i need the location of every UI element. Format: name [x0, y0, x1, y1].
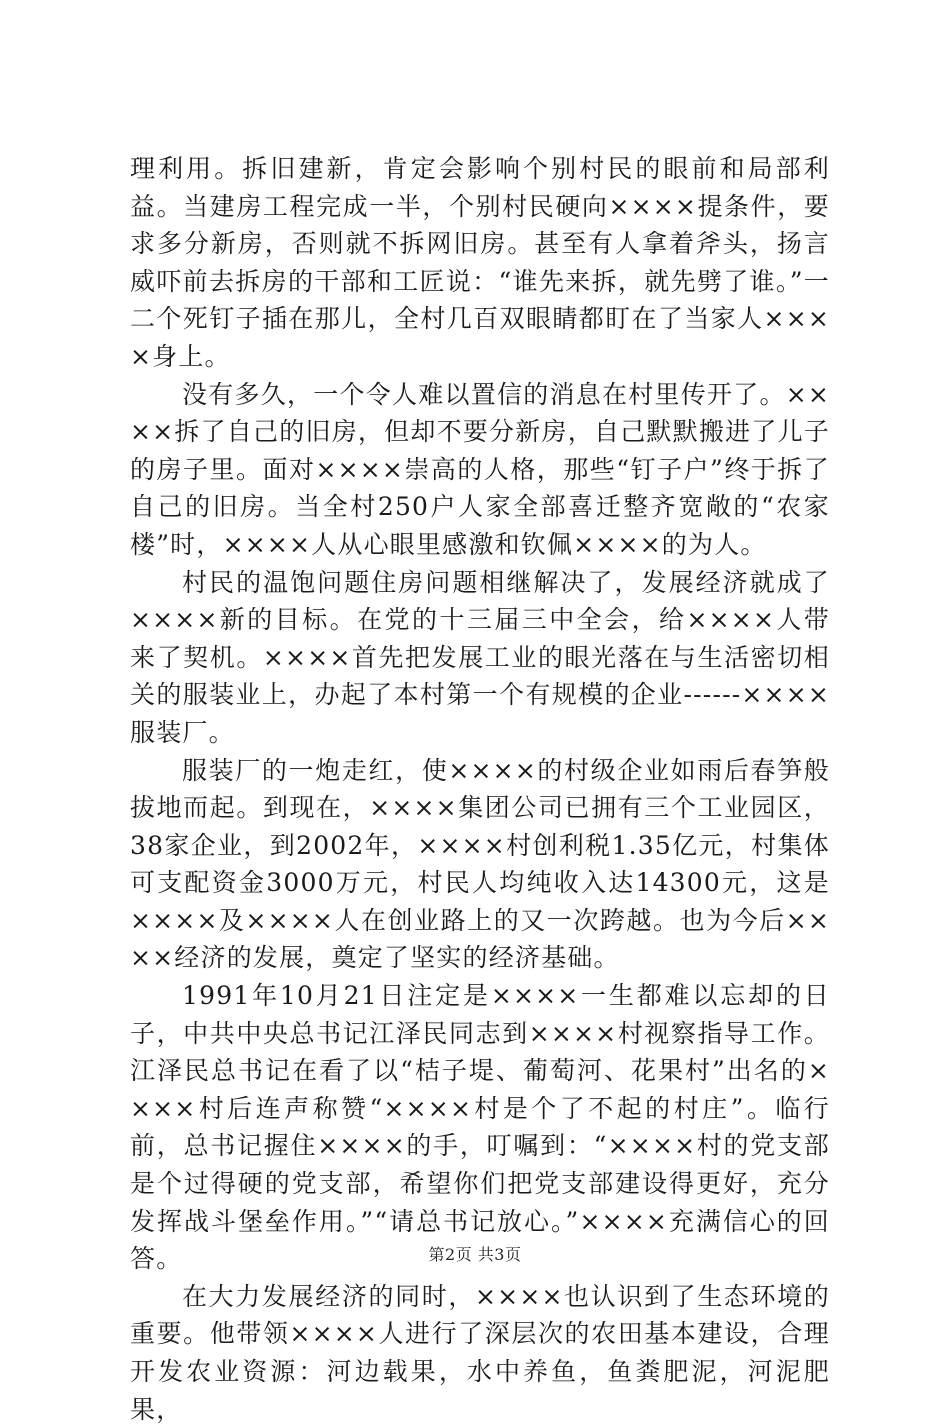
document-body [130, 150, 830, 1428]
paragraph: 服装厂的一炮走红，使××××的村级企业如雨后春笋般拔地而起。到现在，××××集团公司已拥有三个工业园区，38家企业，到2002年，××××村创利税1.35亿元，村集体可支配资金3000万元，村民人均纯收入达14300元，这是××××及××××人在创业路上的又一次跨越。也为今后××××经济的发展，奠定了坚实的经济基础。 [130, 755, 830, 973]
page-number: 第2页 共3页 [428, 1245, 522, 1264]
paragraph: 村民的温饱问题住房问题相继解决了，发展经济就成了××××新的目标。在党的十三届三中全会，给××××人带来了契机。××××首先把发展工业的眼光落在与生活密切相关的服装业上，办起了本村第一个有规模的企业------××××服装厂。 [130, 567, 830, 747]
paragraph: 没有多久，一个令人难以置信的消息在村里传开了。××××拆了自己的旧房，但却不要分新房，自己默默搬进了儿子的房子里。面对××××崇高的人格，那些“钉子户”终于拆了自己的旧房。当全村250户人家全部喜迁整齐宽敞的“农家楼”时，××××人从心眼里感激和钦佩××××的为人。 [130, 379, 830, 559]
paragraph: 理利用。拆旧建新，肯定会影响个别村民的眼前和局部利益。当建房工程完成一半，个别村民硬向××××提条件，要求多分新房，否则就不拆网旧房。甚至有人拿着斧头，扬言威吓前去拆房的干部和工匠说：“谁先来拆，就先劈了谁。”一二个死钉子插在那儿，全村几百双眼睛都盯在了当家人××××身上。 [130, 154, 830, 371]
paragraph: 1991年10月21日注定是××××一生都难以忘却的日子，中共中央总书记江泽民同志到××××村视察指导工作。江泽民总书记在看了以“桔子堤、葡萄河、花果村”出名的××××村后连声称赞“××××村是个了不起的村庄”。临行前，总书记握住××××的手，叮嘱到：“××××村的党支部是个过得硬的党支部，希望你们把党支部建设得更好，充分发挥战斗堡垒作用。”“请总书记放心。”××××充满信心的回答。 [130, 981, 830, 1274]
paragraph: 在大力发展经济的同时，××××也认识到了生态环境的重要。他带领××××人进行了深层次的农田基本建设，合理开发农业资源：河边载果，水中养鱼，鱼粪肥泥，河泥肥果， [130, 1281, 830, 1424]
